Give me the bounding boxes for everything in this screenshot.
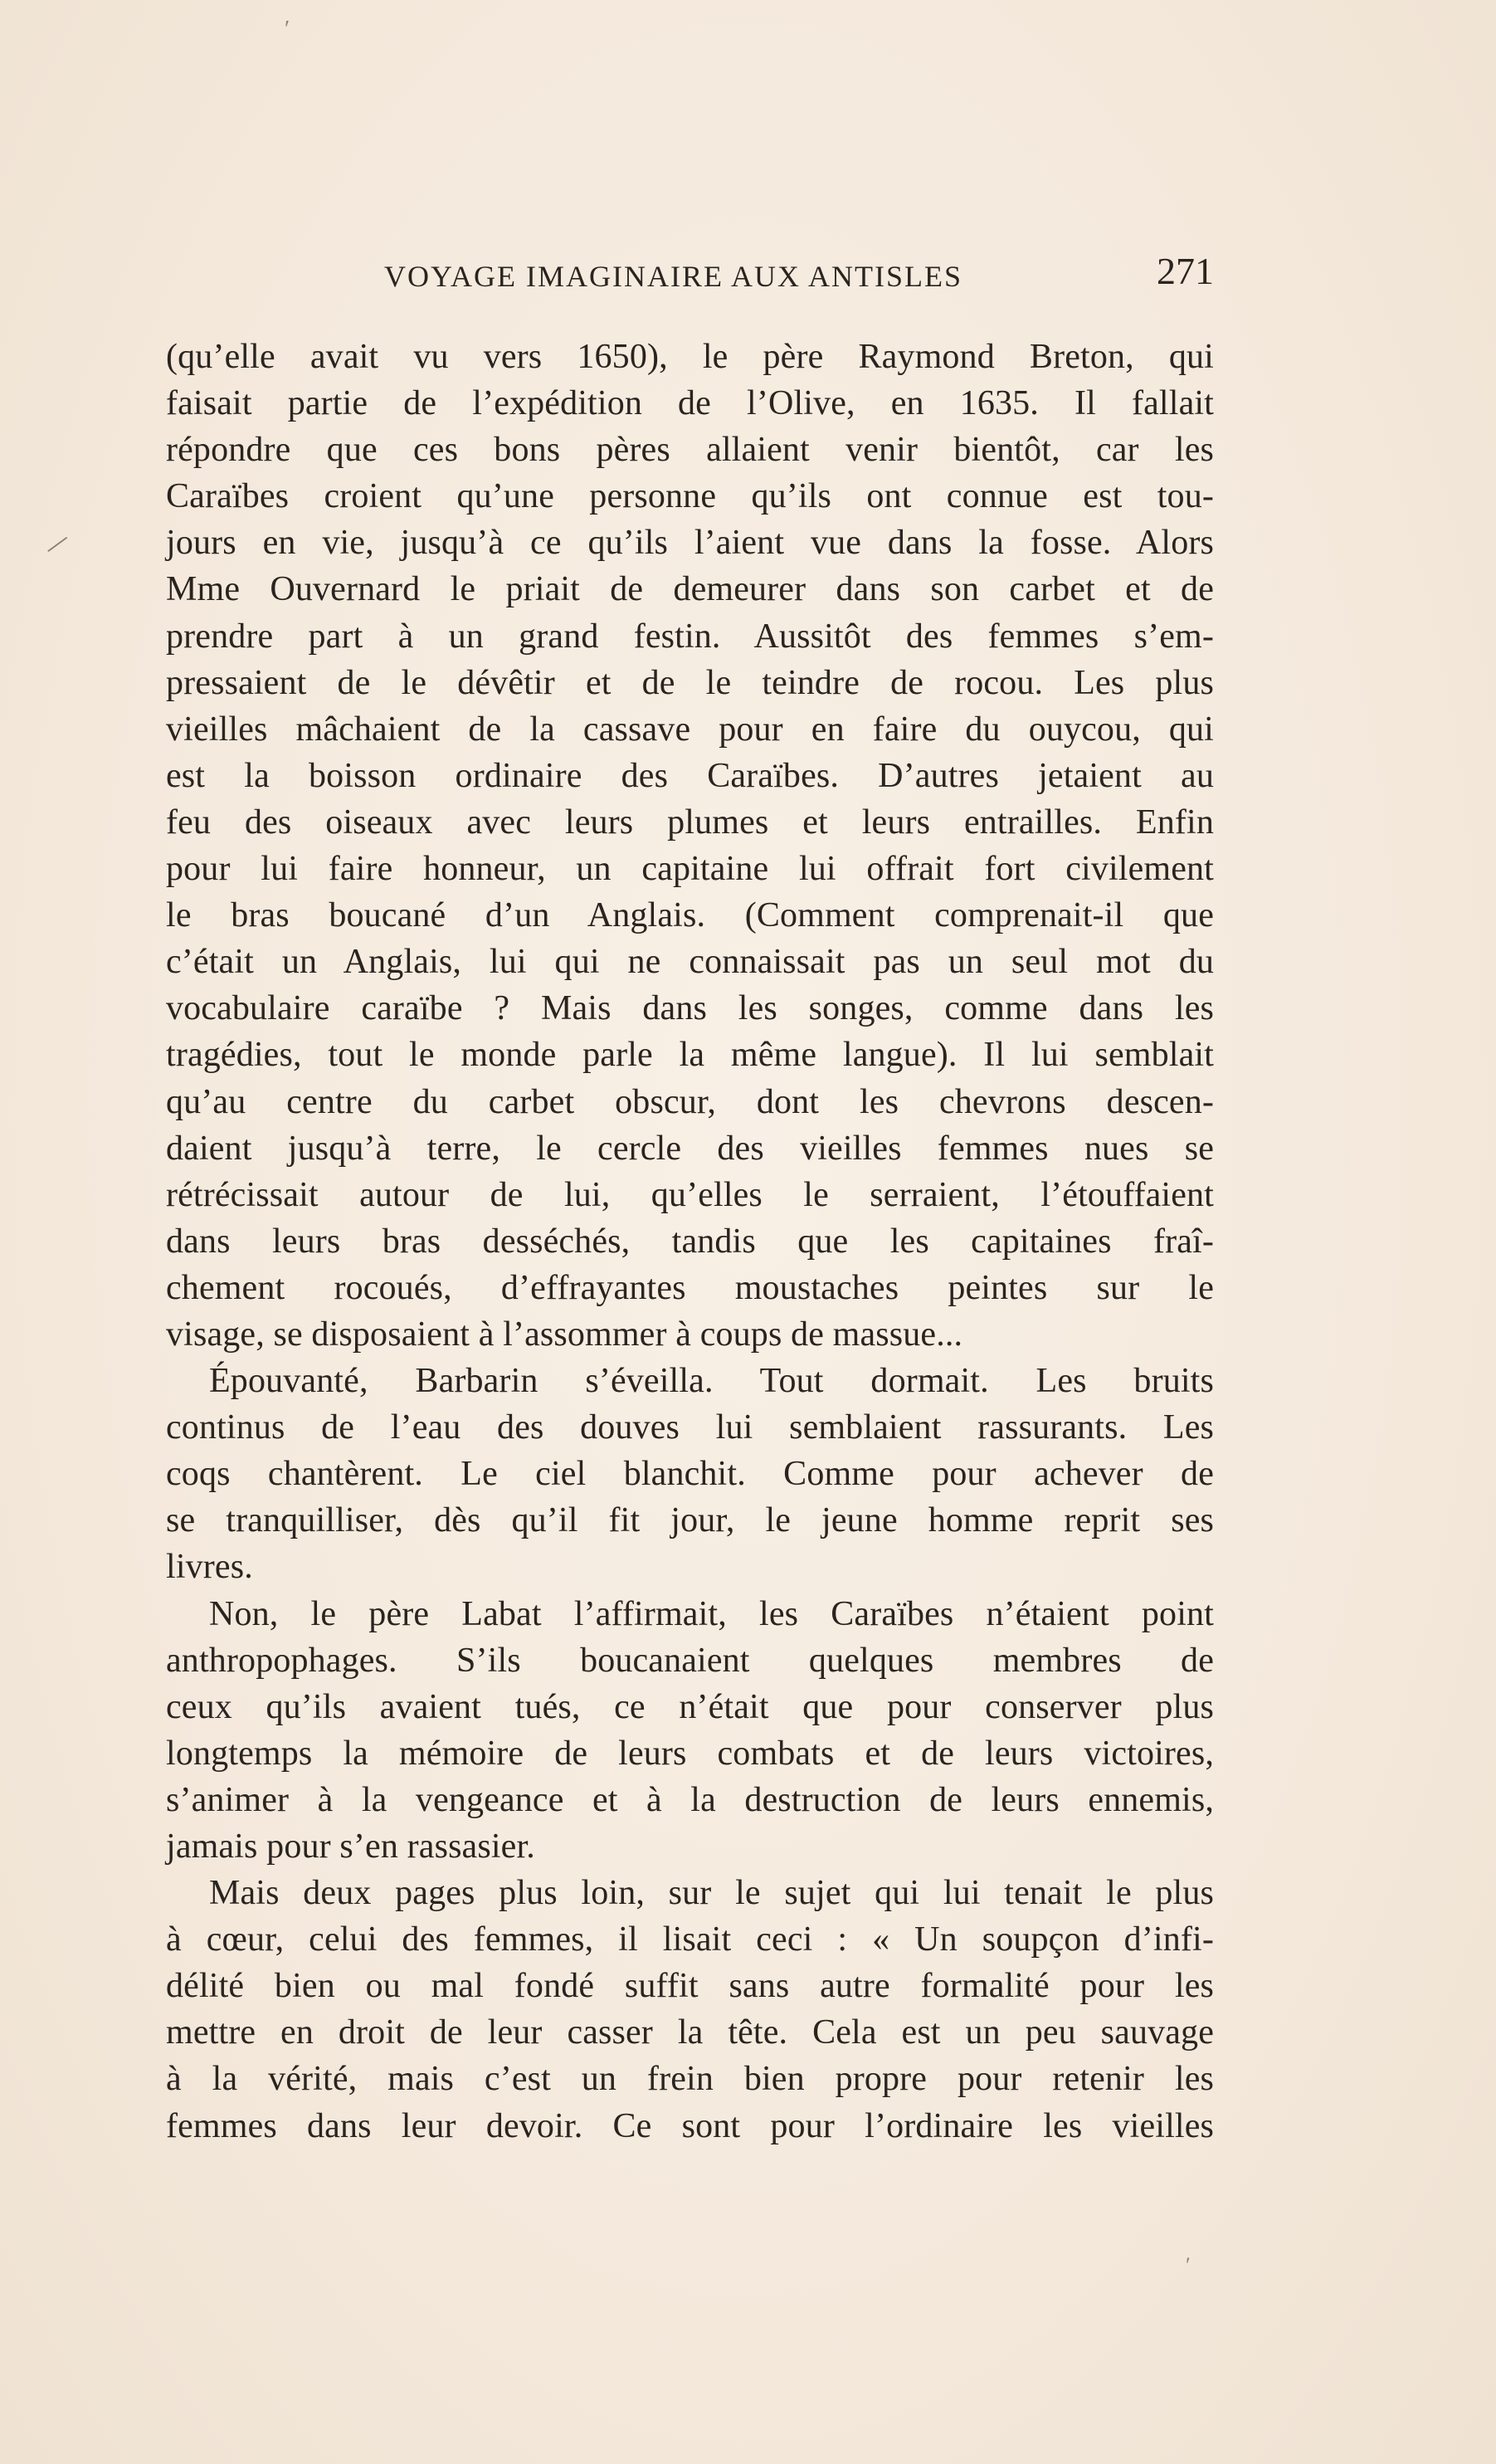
text-line: mettre en droit de leur casser la tête. Cela est un peu sauvage xyxy=(166,2013,1214,2052)
text-line: anthropophages. S’ils boucanaient quelques membres de xyxy=(166,1641,1214,1680)
text-line: le bras boucané d’un Anglais. (Comment comprenait-il que xyxy=(166,896,1214,935)
text-line: visage, se disposaient à l’assommer à coups de massue... xyxy=(166,1315,963,1354)
text-line: s’animer à la vengeance et à la destruction de leurs ennemis, xyxy=(166,1780,1214,1819)
text-line: qu’au centre du carbet obscur, dont les chevrons descen- xyxy=(166,1082,1214,1121)
text-line: vieilles mâchaient de la cassave pour en faire du ouycou, qui xyxy=(166,710,1214,749)
running-title: VOYAGE IMAGINAIRE AUX ANTISLES xyxy=(384,260,962,293)
text-line: c’était un Anglais, lui qui ne connaissait pas un seul mot du xyxy=(166,943,1214,982)
text-line: ceux qu’ils avaient tués, ce n’était que pour conserver plus xyxy=(166,1687,1214,1726)
text-line: dans leurs bras desséchés, tandis que les capitaines fraî- xyxy=(166,1222,1214,1261)
text-line: daient jusqu’à terre, le cercle des vieilles femmes nues se xyxy=(166,1129,1214,1168)
body-text xyxy=(166,334,1214,2149)
text-line: longtemps la mémoire de leurs combats et de leurs victoires, xyxy=(166,1734,1214,1773)
text-line: feu des oiseaux avec leurs plumes et leurs entrailles. Enfin xyxy=(166,803,1214,842)
text-line: tragédies, tout le monde parle la même langue). Il lui semblait xyxy=(166,1036,1214,1075)
text-line: Non, le père Labat l’affirmait, les Caraïbes n’étaient point xyxy=(209,1594,1214,1633)
text-line: faisait partie de l’expédition de l’Olive, en 1635. Il fallait xyxy=(166,384,1214,423)
text-line: à la vérité, mais c’est un frein bien propre pour retenir les xyxy=(166,2060,1214,2099)
running-head xyxy=(166,249,1214,299)
text-line: vocabulaire caraïbe ? Mais dans les songes, comme dans les xyxy=(166,989,1214,1028)
text-line: chement rocoués, d’effrayantes moustaches peintes sur le xyxy=(166,1268,1214,1307)
text-line: à cœur, celui des femmes, il lisait ceci : « Un soupçon d’infi- xyxy=(166,1920,1214,1959)
text-line: rétrécissait autour de lui, qu’elles le serraient, l’étouffaient xyxy=(166,1175,1214,1214)
text-line: Mais deux pages plus loin, sur le sujet qui lui tenait le plus xyxy=(209,1874,1214,1913)
text-line: femmes dans leur devoir. Ce sont pour l’ordinaire les vieilles xyxy=(166,2106,1214,2145)
text-line: continus de l’eau des douves lui semblaient rassurants. Les xyxy=(166,1408,1214,1447)
margin-pencil-mark: / xyxy=(43,525,73,563)
text-line: répondre que ces bons pères allaient venir bientôt, car les xyxy=(166,431,1214,470)
text-line: pressaient de le dévêtir et de le teindre de rocou. Les plus xyxy=(166,663,1214,702)
margin-mark-top: ′ xyxy=(285,17,290,42)
text-line: délité bien ou mal fondé suffit sans autre formalité pour les xyxy=(166,1967,1214,2006)
text-line: jours en vie, jusqu’à ce qu’ils l’aient vue dans la fosse. Alors xyxy=(166,524,1214,563)
text-line: Caraïbes croient qu’une personne qu’ils ont connue est tou- xyxy=(166,477,1214,516)
text-line: livres. xyxy=(166,1548,253,1587)
text-line: est la boisson ordinaire des Caraïbes. D’autres jetaient au xyxy=(166,756,1214,795)
text-line: coqs chantèrent. Le ciel blanchit. Comme pour achever de xyxy=(166,1455,1214,1494)
text-line: jamais pour s’en rassasier. xyxy=(166,1827,535,1866)
text-line: Épouvanté, Barbarin s’éveilla. Tout dormait. Les bruits xyxy=(209,1362,1214,1401)
page-number: 271 xyxy=(1157,250,1214,292)
margin-mark-bottom: ′ xyxy=(1186,2253,1191,2277)
text-line: Mme Ouvernard le priait de demeurer dans son carbet et de xyxy=(166,570,1214,609)
text-line: se tranquilliser, dès qu’il fit jour, le jeune homme reprit ses xyxy=(166,1501,1214,1540)
text-line: (qu’elle avait vu vers 1650), le père Raymond Breton, qui xyxy=(166,338,1214,376)
text-line: pour lui faire honneur, un capitaine lui offrait fort civilement xyxy=(166,850,1214,889)
text-line: prendre part à un grand festin. Aussitôt des femmes s’em- xyxy=(166,617,1214,656)
